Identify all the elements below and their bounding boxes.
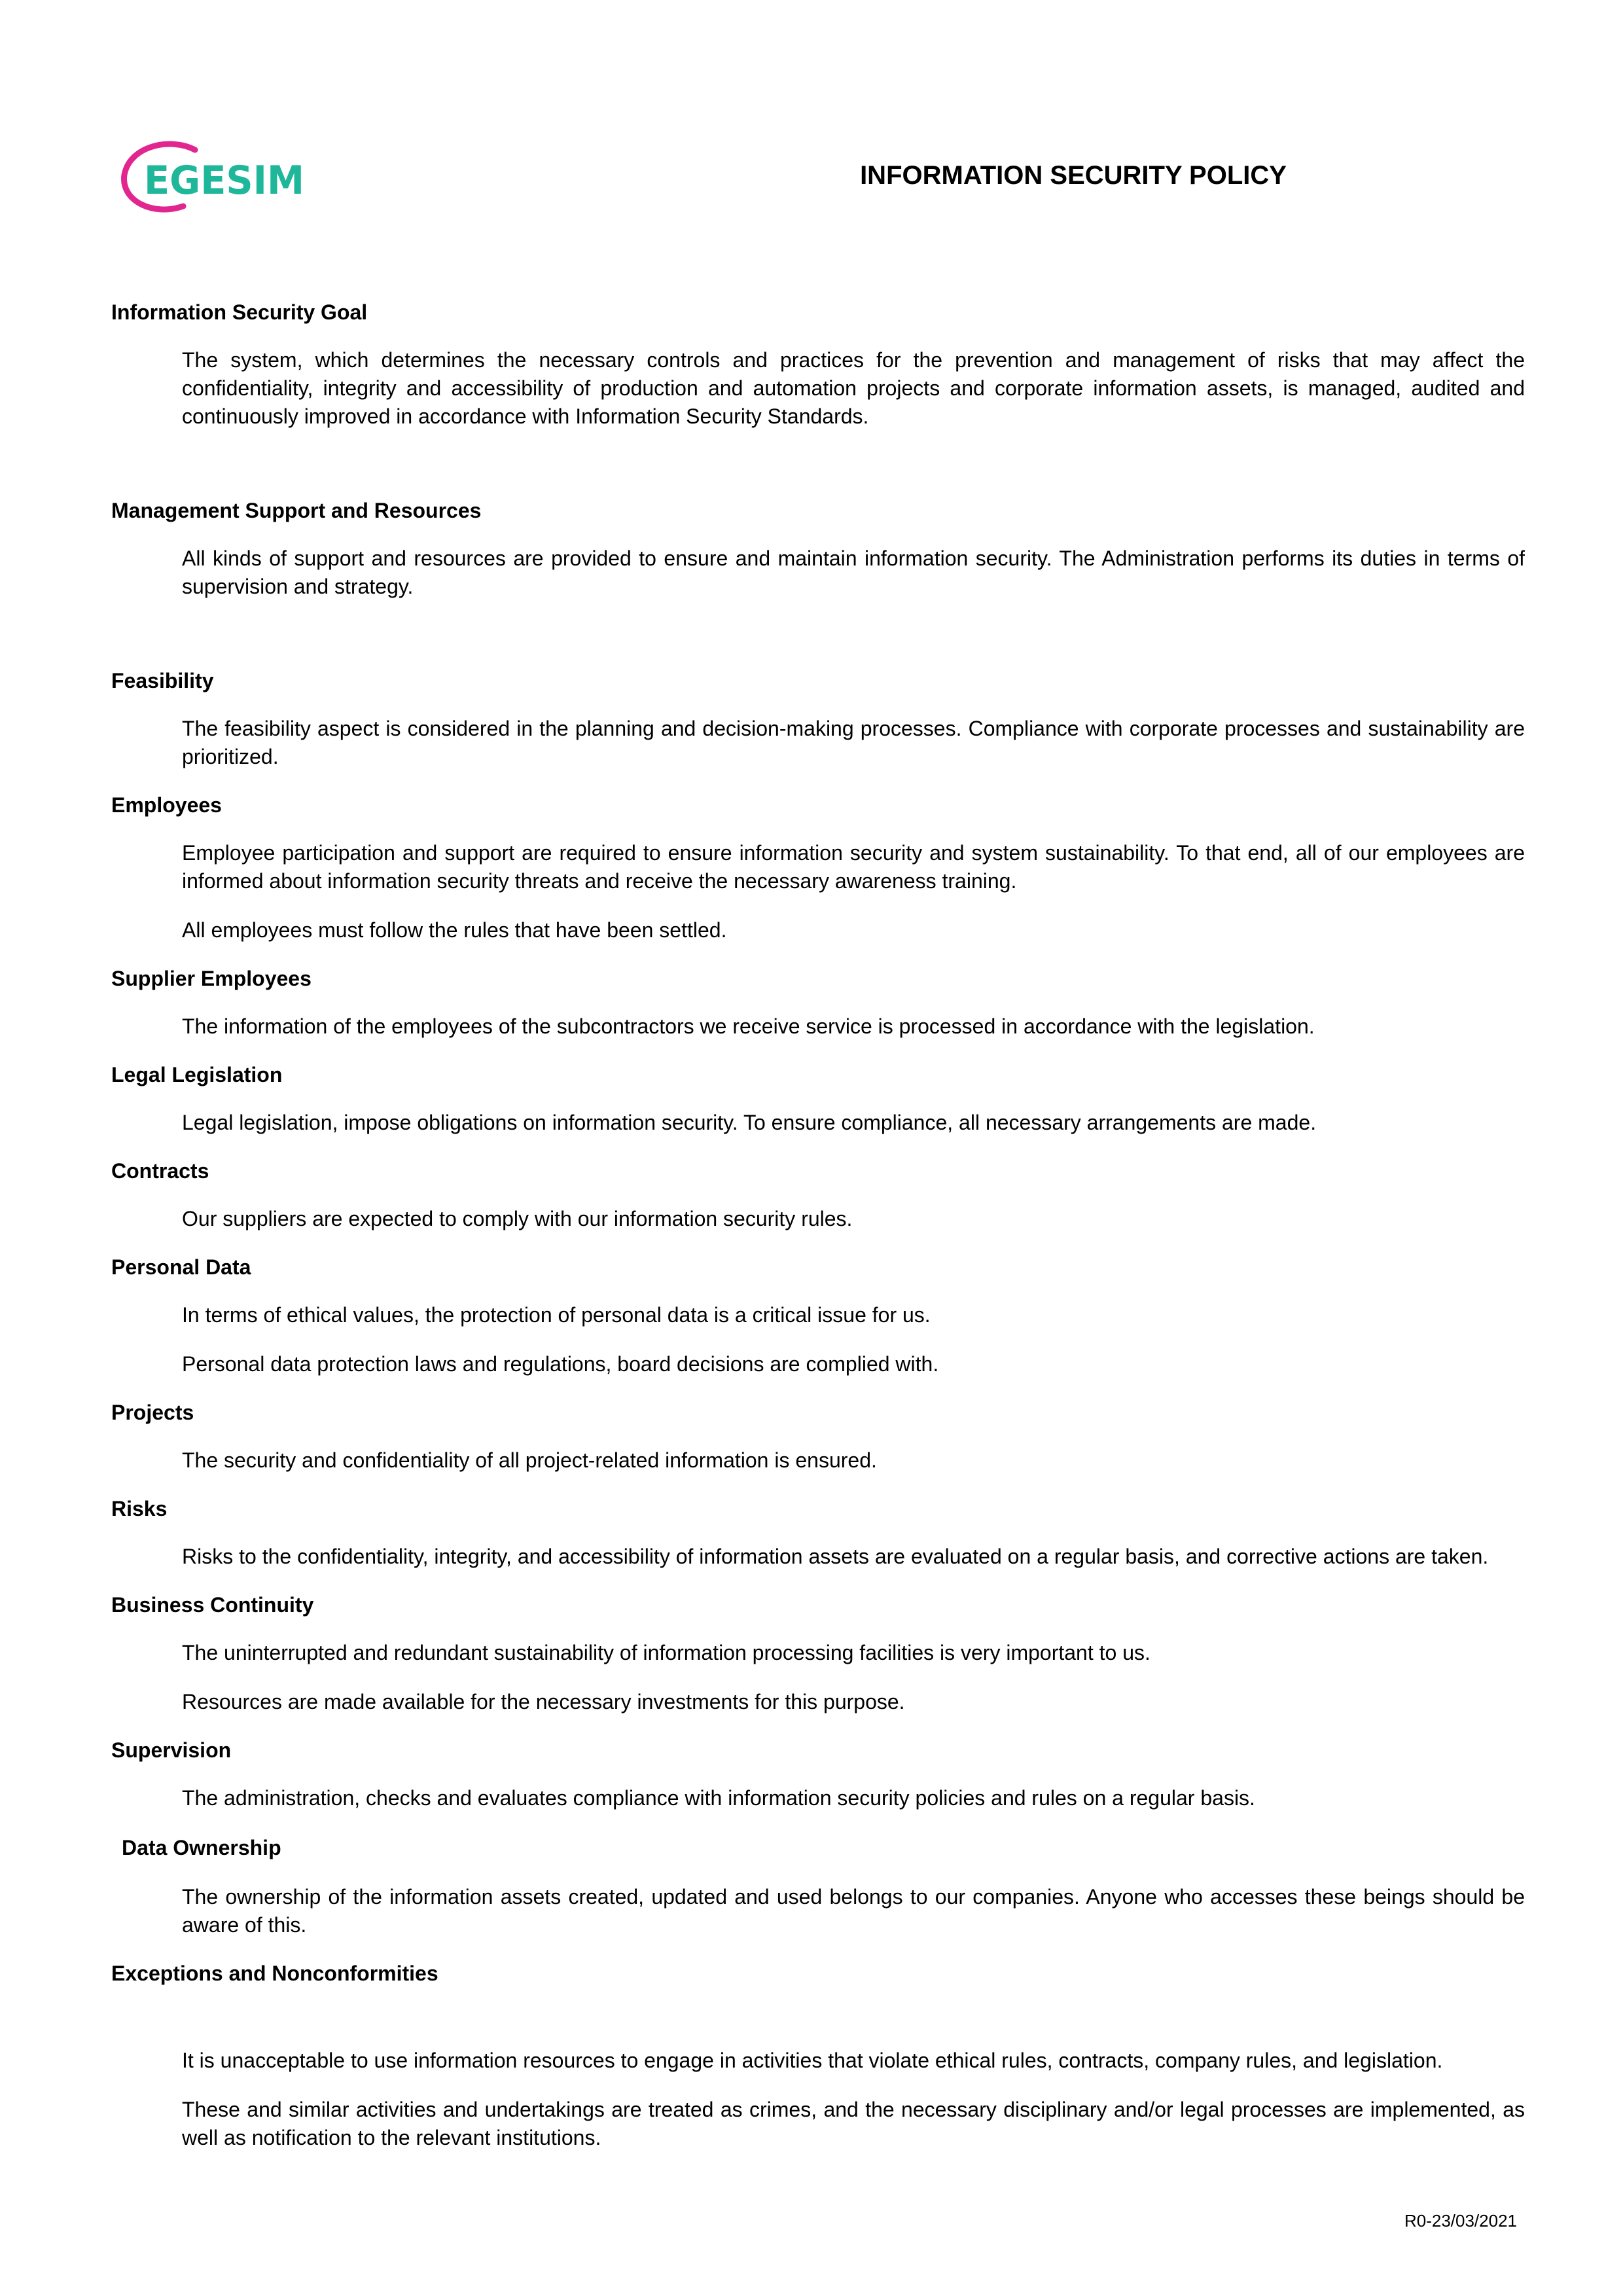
section-heading: Employees — [111, 793, 222, 817]
section-paragraph: Risks to the confidentiality, integrity, and accessibility of information assets are evaluated on a regular basis, and corrective actions are taken. — [182, 1545, 1489, 1568]
section-heading: Contracts — [111, 1159, 209, 1183]
logo-text: EGESIM — [144, 158, 304, 204]
section-paragraph: The system, which determines the necessary controls and practices for the prevention and management of risks that may affect the confidentiality, integrity and accessibility of production and automation projects and corporate information assets, is managed, audited and continuously improved in accordance with Information Security Standards. — [182, 348, 1525, 428]
section-heading: Management Support and Resources — [111, 499, 482, 522]
section-heading: Projects — [111, 1401, 194, 1424]
section-paragraph: The uninterrupted and redundant sustainability of information processing facilities is very important to us. — [182, 1641, 1150, 1664]
section-paragraph: Our suppliers are expected to comply with our information security rules. — [182, 1207, 853, 1230]
section-legal-legislation — [111, 1062, 1525, 1137]
revision-code: R0-23/03/2021 — [1404, 2211, 1517, 2231]
section-paragraph: These and similar activities and undertakings are treated as crimes, and the necessary disciplinary and/or legal processes are implemented, as well as notification to the relevant institutions. — [182, 2098, 1525, 2149]
section-paragraph: The information of the employees of the subcontractors we receive service is processed in accordance with the legislation. — [182, 1014, 1315, 1038]
section-business-continuity — [111, 1592, 1525, 1716]
section-heading: Exceptions and Nonconformities — [111, 1962, 438, 1985]
section-paragraph: The ownership of the information assets created, updated and used belongs to our companies. Anyone who accesses these beings should be aware of this. — [182, 1885, 1525, 1937]
section-paragraph: Legal legislation, impose obligations on information security. To ensure compliance, all necessary arrangements are made. — [182, 1111, 1317, 1134]
company-logo — [118, 141, 314, 214]
section-paragraph: Resources are made available for the necessary investments for this purpose. — [182, 1690, 905, 1713]
section-paragraph: The security and confidentiality of all project-related information is ensured. — [182, 1448, 877, 1472]
section-heading: Business Continuity — [111, 1593, 314, 1617]
section-supplier-employees — [111, 965, 1525, 1041]
section-employees — [111, 792, 1525, 944]
section-heading: Data Ownership — [122, 1836, 281, 1859]
section-heading: Personal Data — [111, 1255, 251, 1279]
section-contracts — [111, 1158, 1525, 1233]
section-heading: Risks — [111, 1497, 168, 1520]
section-supervision — [111, 1737, 1525, 1812]
section-paragraph: It is unacceptable to use information resources to engage in activities that violate ethical rules, contracts, company rules, and legislation. — [182, 2049, 1443, 2072]
section-paragraph: All employees must follow the rules that have been settled. — [182, 918, 727, 942]
section-heading: Supervision — [111, 1738, 232, 1762]
section-projects — [111, 1399, 1525, 1475]
section-risks — [111, 1496, 1525, 1571]
section-data-ownership — [111, 1835, 1525, 1939]
section-exceptions-nonconformities — [111, 1960, 1525, 2152]
section-paragraph: All kinds of support and resources are provided to ensure and maintain information security. The Administration performs its duties in terms of supervision and strategy. — [182, 547, 1525, 598]
section-heading: Legal Legislation — [111, 1063, 283, 1086]
section-paragraph: In terms of ethical values, the protection of personal data is a critical issue for us. — [182, 1303, 931, 1327]
section-paragraph: Employee participation and support are required to ensure information security and system sustainability. To that end, all of our employees are informed about information security threats and receive the necessary awareness training. — [182, 841, 1525, 893]
section-heading: Supplier Employees — [111, 967, 312, 990]
section-heading: Information Security Goal — [111, 300, 368, 324]
section-paragraph: The administration, checks and evaluates compliance with information security policies and rules on a regular basis. — [182, 1786, 1255, 1810]
section-personal-data — [111, 1254, 1525, 1378]
section-management-support — [111, 497, 1525, 601]
section-paragraph: The feasibility aspect is considered in the planning and decision-making processes. Compliance with corporate processes and sustainability are prioritized. — [182, 717, 1525, 768]
section-heading: Feasibility — [111, 669, 214, 692]
section-paragraph: Personal data protection laws and regulations, board decisions are complied with. — [182, 1352, 939, 1376]
document-title: INFORMATION SECURITY POLICY — [860, 161, 1287, 190]
section-feasibility — [111, 668, 1525, 771]
policy-content — [111, 299, 1525, 2152]
section-information-security-goal — [111, 299, 1525, 431]
